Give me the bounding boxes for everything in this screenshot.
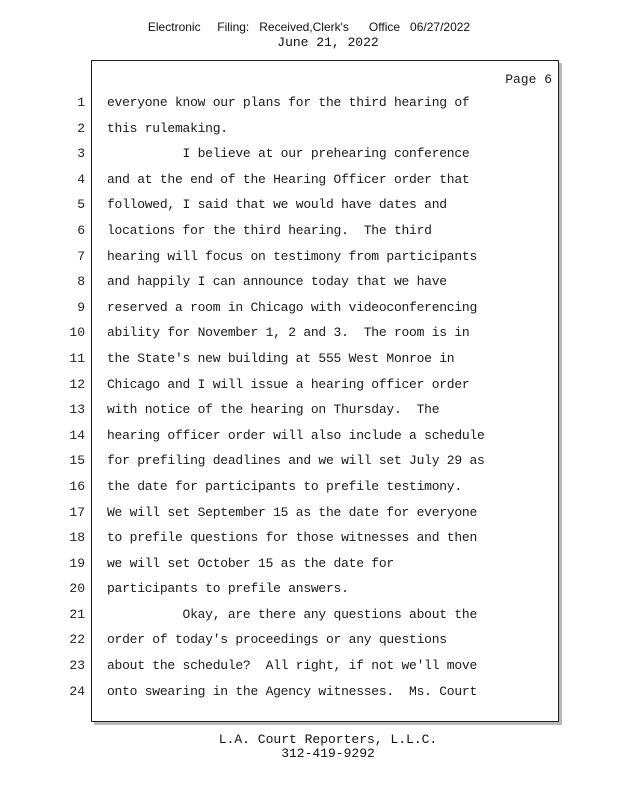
transcript-line: I believe at our prehearing conference bbox=[107, 146, 470, 162]
line-number: 16 bbox=[69, 478, 85, 494]
line-number: 23 bbox=[69, 658, 85, 674]
line-number: 10 bbox=[69, 325, 85, 341]
footer bbox=[0, 733, 618, 761]
transcript-line: locations for the third hearing. The third bbox=[107, 222, 432, 238]
transcript-line: order of today's proceedings or any questions bbox=[107, 632, 447, 648]
hearing-date: June 21, 2022 bbox=[277, 35, 379, 50]
transcript-line: Okay, are there any questions about the bbox=[107, 606, 478, 622]
transcript-line: the date for participants to prefile testimony. bbox=[107, 478, 462, 494]
line-number: 11 bbox=[69, 350, 85, 366]
line-number: 1 bbox=[77, 95, 85, 110]
line-number: 3 bbox=[77, 146, 85, 162]
filing-stamp: Electronic Filing: Received,Clerk's Office 06/27/2022 bbox=[147, 20, 471, 34]
line-number: 9 bbox=[77, 299, 85, 315]
transcript-line: to prefile questions for those witnesses and then bbox=[107, 530, 478, 546]
transcript-line: followed, I said that we would have dates and bbox=[107, 197, 447, 213]
line-number: 4 bbox=[77, 171, 85, 187]
transcript-line: Chicago and I will issue a hearing officer order bbox=[107, 376, 470, 392]
line-number: 17 bbox=[69, 504, 85, 520]
transcript-line: with notice of the hearing on Thursday. The bbox=[107, 402, 440, 418]
transcript-line: and happily I can announce today that we have bbox=[107, 274, 447, 290]
line-number: 12 bbox=[69, 376, 85, 392]
line-number: 19 bbox=[69, 555, 85, 571]
transcript-line: this rulemaking. bbox=[107, 120, 228, 136]
transcript-line: and at the end of the Hearing Officer order that bbox=[107, 171, 470, 187]
reporter-phone: 312-419-9292 bbox=[281, 746, 375, 761]
line-number: 21 bbox=[69, 606, 85, 622]
line-number: 5 bbox=[77, 197, 85, 213]
line-number: 13 bbox=[69, 402, 85, 418]
transcript-line: reserved a room in Chicago with videoconferencing bbox=[107, 299, 478, 315]
line-number: 6 bbox=[77, 222, 85, 238]
transcript-line: ability for November 1, 2 and 3. The room is in bbox=[107, 325, 470, 341]
transcript-line: We will set September 15 as the date for everyone bbox=[107, 504, 478, 520]
transcript-line: hearing officer order will also include a schedule bbox=[107, 427, 485, 443]
transcript-line: participants to prefile answers. bbox=[107, 581, 349, 597]
transcript-line: we will set October 15 as the date for bbox=[107, 555, 394, 571]
transcript-line: everyone know our plans for the third hearing of bbox=[107, 95, 470, 110]
line-number: 24 bbox=[69, 683, 85, 699]
transcript-line: the State's new building at 555 West Monroe in bbox=[107, 350, 455, 366]
transcript-line: about the schedule? All right, if not we'll move bbox=[107, 658, 478, 674]
transcript-line: for prefiling deadlines and we will set July 29 as bbox=[107, 453, 485, 469]
page-number: Page 6 bbox=[505, 72, 552, 87]
line-number: 22 bbox=[69, 632, 85, 648]
line-number: 20 bbox=[69, 581, 85, 597]
transcript-line: hearing will focus on testimony from participants bbox=[107, 248, 478, 264]
line-number: 15 bbox=[69, 453, 85, 469]
line-number: 8 bbox=[77, 274, 85, 290]
line-number-column bbox=[60, 94, 85, 708]
transcript-line: onto swearing in the Agency witnesses. Ms. Court bbox=[107, 683, 478, 699]
line-number: 2 bbox=[77, 120, 85, 136]
transcript-text bbox=[107, 94, 557, 708]
line-number: 18 bbox=[69, 530, 85, 546]
line-number: 7 bbox=[77, 248, 85, 264]
line-number: 14 bbox=[69, 427, 85, 443]
reporter-company: L.A. Court Reporters, L.L.C. bbox=[218, 732, 438, 747]
